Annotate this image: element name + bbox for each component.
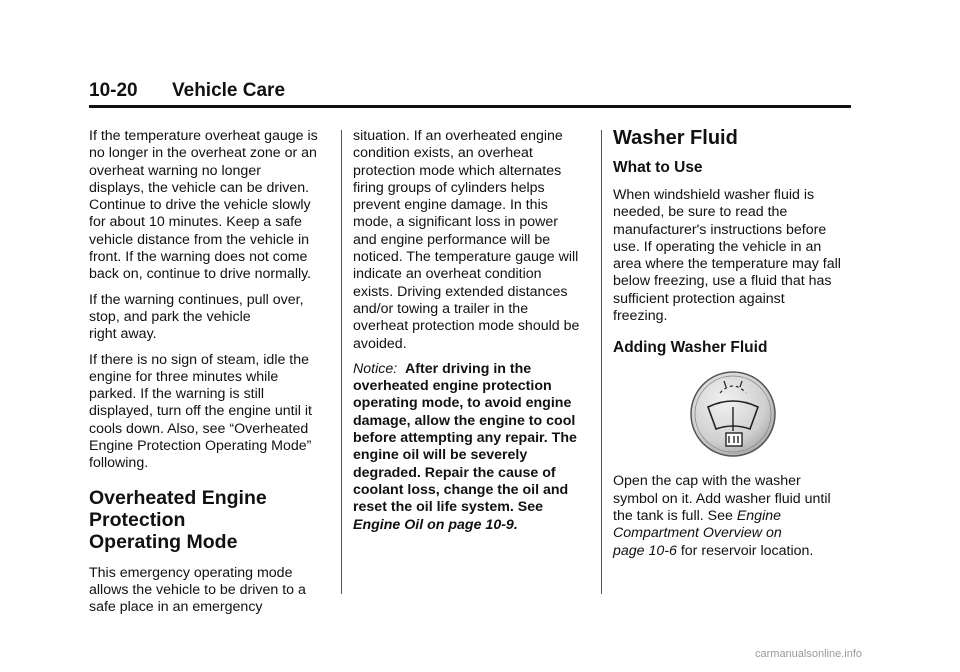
heading-washer-fluid: Washer Fluid <box>613 127 738 149</box>
header-rule <box>89 105 851 108</box>
washer-cap-icon <box>688 369 778 459</box>
column-3 <box>613 127 853 568</box>
section-title: Vehicle Care <box>172 80 286 101</box>
watermark: carmanualsonline.info <box>755 648 863 660</box>
paragraph-no-steam: If there is no sign of steam, idle the engine for three minutes while parked. If the warning is still displayed, turn off the engine until it cools down. Also, see “Overheated Engine Protection Operating Mode” following. <box>89 351 312 472</box>
page-header <box>89 80 851 108</box>
column-2 <box>353 128 593 542</box>
paragraph-what-to-use: When windshield washer fluid is needed, be sure to read the manufacturer's instructions before use. If operating the vehicle in an area where the temperature may fall below freezing, use a fluid that has sufficient protection against freezing. <box>613 187 841 325</box>
paragraph-emergency-mode: This emergency operating mode allows the vehicle to be driven to a safe place in an emergency <box>89 564 306 616</box>
column-1 <box>89 128 334 625</box>
heading-what-to-use: What to Use <box>613 159 703 176</box>
heading-adding-washer-fluid: Adding Washer Fluid <box>613 339 768 357</box>
paragraph-overheat-protection: situation. If an overheated engine condition exists, an overheat protection mode which alternates firing groups of cylinders helps prevent engine damage. In this mode, a significant loss in power and engine performance will be noticed. The temperature gauge will indicate an overheat condition exists. Driving extended distances and/or towing a trailer in the overheat protection mode should be avoided. <box>353 128 580 352</box>
paragraph-gauge: If the temperature overheat gauge is no longer in the overheat zone or an overheat warning no longer displays, the vehicle can be driven. Continue to drive the vehicle slowly for about 10 minutes. Keep a safe vehicle distance from the vehicle in front. If the warning does not come back on, continue to drive normally. <box>89 128 318 283</box>
column-divider-1 <box>341 130 342 594</box>
page-number: 10-20 <box>89 80 138 101</box>
engine-compartment-link[interactable]: Engine <box>736 507 782 524</box>
engine-oil-link[interactable]: Engine Oil on page 10-9. <box>353 516 518 533</box>
paragraph-warning-continues: If the warning continues, pull over, stop, and park the vehicle right away. <box>89 291 304 343</box>
heading-overheated-engine: Overheated Engine Protection Operating Mode <box>89 486 267 553</box>
column-divider-2 <box>601 130 602 594</box>
notice-block: Notice: After driving in the overheated engine protection operating mode, to avoid engine damage, allow the engine to cool before attempting any repair. The engine oil will be severely degraded. Repair the cause of coolant loss, change the oil and reset the oil life system. See Engine Oil on page 10-9. <box>353 361 593 534</box>
washer-cap-figure <box>613 369 853 469</box>
paragraph-adding-washer-fluid: Open the cap with the washer symbol on it. Add washer fluid until the tank is full. See Engine Compartment Overview on page 10-6 for reservoir location. <box>613 473 831 559</box>
notice-label: Notice: <box>353 360 398 377</box>
